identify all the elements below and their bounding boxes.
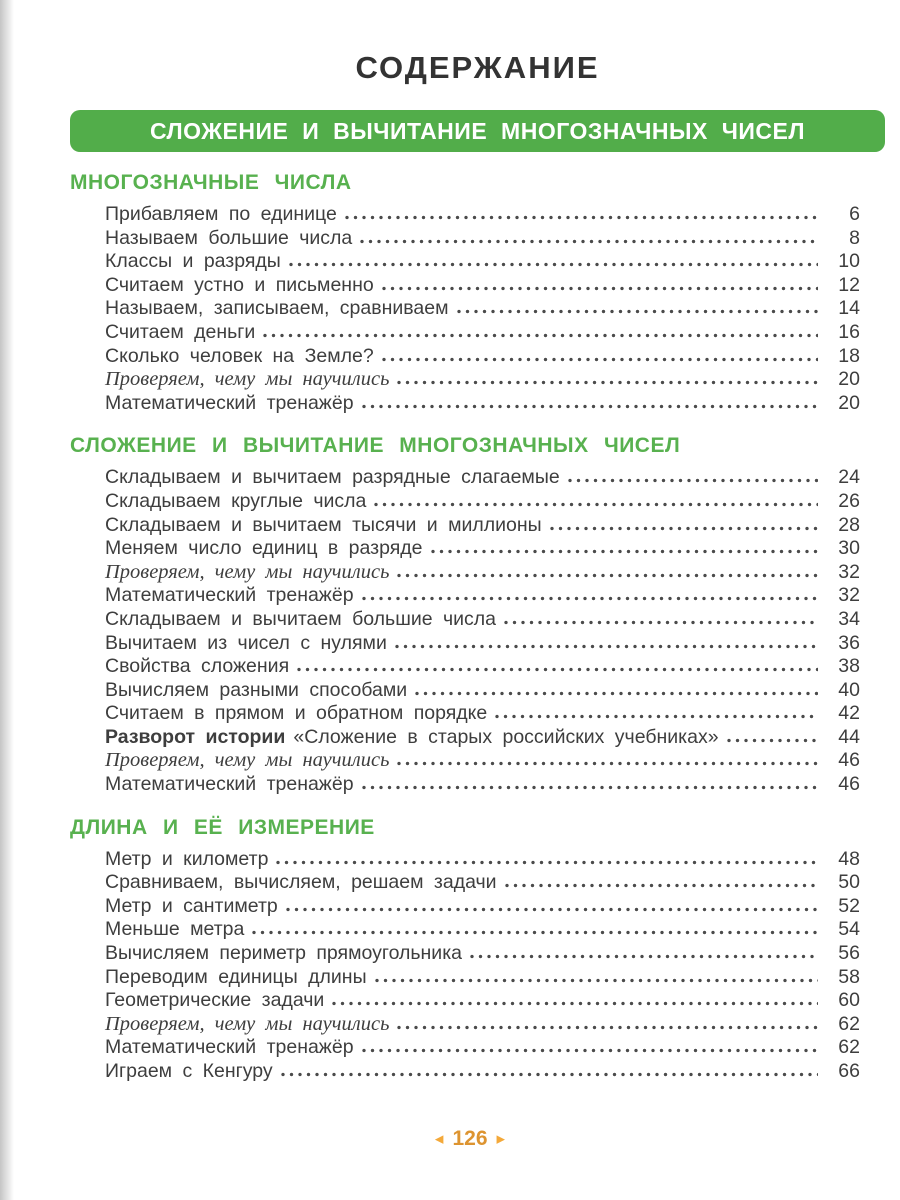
- chapter-banner-label: СЛОЖЕНИЕ И ВЫЧИТАНИЕ МНОГОЗНАЧНЫХ ЧИСЕЛ: [149, 117, 806, 144]
- toc-entry-page: 6: [849, 203, 860, 225]
- toc-entry-page: 58: [838, 965, 860, 988]
- toc-entry: [70, 227, 860, 251]
- dot-leader: [281, 1072, 818, 1077]
- dot-leader: [289, 262, 818, 267]
- toc-entry-title: Играем с Кенгуру: [105, 1060, 273, 1082]
- toc-entry-page: 36: [838, 631, 860, 654]
- toc-entry-title: Складываем и вычитаем тысячи и миллионы: [105, 513, 542, 536]
- prev-arrow-icon: ◂: [434, 1129, 444, 1148]
- toc-entry: [70, 1013, 860, 1037]
- toc-entry-page: 42: [838, 702, 860, 725]
- toc-entry-page: 52: [838, 894, 860, 917]
- dot-leader: [362, 1048, 818, 1053]
- toc-entry-title: Прибавляем по единице: [105, 203, 337, 225]
- dot-leader: [568, 478, 818, 483]
- toc-entry: [70, 392, 860, 416]
- toc-entry-page: 60: [838, 989, 860, 1012]
- toc-entry-page: 28: [838, 513, 860, 536]
- toc-sections: [70, 170, 860, 1084]
- toc-entry: [70, 848, 860, 872]
- toc-entry: [70, 773, 860, 797]
- toc-entry-title: Проверяем, чему мы научились: [105, 1012, 390, 1035]
- toc-entry-page: 56: [838, 942, 860, 965]
- toc-entry: [70, 608, 860, 632]
- section-heading: ДЛИНА И ЕЁ ИЗМЕРЕНИЕ: [70, 815, 375, 839]
- toc-entry: [70, 561, 860, 585]
- toc-entry-page: 12: [838, 273, 860, 296]
- toc-entry-page: 30: [838, 537, 860, 560]
- dot-leader: [332, 1001, 818, 1006]
- dot-leader: [374, 502, 818, 507]
- toc-entry: [70, 702, 860, 726]
- toc-entry-page: 8: [849, 226, 860, 249]
- toc-entry-title: Считаем устно и письменно: [105, 273, 374, 296]
- dot-leader: [362, 404, 818, 409]
- toc-section: [70, 815, 860, 1084]
- toc-entry: [70, 632, 860, 656]
- toc-entry-page: 40: [838, 678, 860, 701]
- toc-entry: [70, 1060, 860, 1084]
- dot-leader: [362, 596, 818, 601]
- toc-entry-page: 54: [838, 918, 860, 941]
- toc-entry: [70, 584, 860, 608]
- dot-leader: [395, 644, 818, 649]
- toc-entry-title: Называем, записываем, сравниваем: [105, 297, 449, 320]
- toc-entry-page: 20: [838, 368, 860, 391]
- toc-entry-title: Метр и километр: [105, 847, 269, 870]
- toc-entry-title: Сравниваем, вычисляем, решаем задачи: [105, 871, 497, 894]
- toc-entry-title: Математический тренажёр: [105, 391, 354, 414]
- toc-entry-page: 32: [838, 584, 860, 607]
- toc-entry-title: Математический тренажёр: [105, 773, 354, 796]
- toc-entry: [70, 918, 860, 942]
- toc-entry-page: 24: [838, 466, 860, 489]
- toc-entry: [70, 490, 860, 514]
- toc-entry-title: Называем большие числа: [105, 226, 353, 249]
- toc-entry-page: 46: [838, 773, 860, 796]
- toc-entry: [70, 726, 860, 750]
- toc-entry-page: 66: [838, 1060, 860, 1082]
- dot-leader: [382, 286, 818, 291]
- toc-entry: [70, 321, 860, 345]
- section-heading: МНОГОЗНАЧНЫЕ ЧИСЛА: [70, 171, 352, 194]
- toc-entry: [70, 466, 860, 490]
- section-heading: СЛОЖЕНИЕ И ВЫЧИТАНИЕ МНОГОЗНАЧНЫХ ЧИСЕЛ: [70, 434, 681, 458]
- toc-entry-page: 46: [838, 749, 860, 772]
- dot-leader: [431, 549, 819, 554]
- dot-leader: [375, 978, 818, 983]
- toc-entry: [70, 345, 860, 369]
- dot-leader: [505, 883, 818, 888]
- dot-leader: [252, 930, 818, 935]
- toc-entry-page: 62: [838, 1036, 860, 1059]
- toc-entry-page: 44: [838, 725, 860, 748]
- dot-leader: [297, 667, 818, 672]
- next-arrow-icon: ▸: [496, 1129, 506, 1148]
- toc-entry-page: 10: [838, 250, 860, 273]
- toc-section: [70, 433, 860, 796]
- toc-entry-title: Проверяем, чему мы научились: [105, 368, 390, 391]
- toc-entry-title: Считаем в прямом и обратном порядке: [105, 702, 488, 725]
- toc-entry: [70, 368, 860, 392]
- toc-entry: [70, 297, 860, 321]
- scan-shadow-edge: [0, 0, 14, 1200]
- toc-entry-page: 48: [838, 847, 860, 870]
- dot-leader: [457, 309, 818, 314]
- dot-leader: [397, 761, 818, 766]
- toc-entry-title: Свойства сложения: [105, 655, 290, 678]
- dot-leader: [470, 954, 818, 959]
- toc-entry-page: 26: [838, 489, 860, 512]
- toc-entry-title: Переводим единицы длины: [105, 965, 367, 988]
- toc-entry-title: Вычисляем разными способами: [105, 678, 408, 701]
- dot-leader: [397, 573, 818, 578]
- toc-entry: [70, 679, 860, 703]
- toc-entry-title: Метр и сантиметр: [105, 894, 278, 917]
- toc-entry-title: Меняем число единиц в разряде: [105, 537, 423, 560]
- dot-leader: [276, 860, 818, 865]
- dot-leader: [397, 1025, 818, 1030]
- toc-entry-title: Классы и разряды: [105, 250, 281, 273]
- toc-entry-title: Складываем и вычитаем разрядные слагаемые: [105, 466, 560, 489]
- toc-entry: [70, 942, 860, 966]
- dot-leader: [727, 738, 818, 743]
- toc-entry: [70, 655, 860, 679]
- toc-entry-title: Вычитаем из чисел с нулями: [105, 631, 387, 654]
- toc-entry-page: 20: [838, 391, 860, 414]
- toc-entry: [70, 514, 860, 538]
- dot-leader: [504, 620, 818, 625]
- toc-entry: [70, 871, 860, 895]
- page-title: СОДЕРЖАНИЕ: [355, 50, 600, 85]
- toc-entry: [70, 895, 860, 919]
- dot-leader: [263, 333, 818, 338]
- toc-entry: [70, 274, 860, 298]
- toc-entry-title: Математический тренажёр: [105, 1036, 354, 1059]
- toc-entry-title: Геометрические задачи: [105, 989, 325, 1012]
- toc-entry-title: Складываем и вычитаем большие числа: [105, 607, 497, 630]
- toc-entry-title: «Сложение в старых российских учебниках»: [293, 725, 719, 748]
- toc-entry-title: Складываем круглые числа: [105, 489, 367, 512]
- toc-entry: [70, 537, 860, 561]
- dot-leader: [550, 526, 818, 531]
- dot-leader: [495, 714, 818, 719]
- toc-entry-page: 14: [838, 297, 860, 320]
- dot-leader: [415, 691, 818, 696]
- toc-entry-bold-prefix: Разворот истории: [105, 725, 286, 748]
- page-footer: [40, 1128, 900, 1149]
- toc-entry-page: 34: [838, 607, 860, 630]
- toc-entry: [70, 989, 860, 1013]
- chapter-banner: [70, 110, 885, 152]
- toc-entry-page: 18: [838, 344, 860, 367]
- dot-leader: [345, 215, 818, 220]
- dot-leader: [362, 785, 818, 790]
- toc-entry: [70, 749, 860, 773]
- toc-entry-page: 32: [838, 560, 860, 583]
- toc-section: [70, 170, 860, 415]
- toc-entry-title: Вычисляем периметр прямоугольника: [105, 942, 463, 965]
- toc-entry-title: Считаем деньги: [105, 320, 256, 343]
- toc-entry: [70, 966, 860, 990]
- dot-leader: [286, 907, 818, 912]
- toc-entry-title: Меньше метра: [105, 918, 245, 941]
- toc-entry-title: Математический тренажёр: [105, 584, 354, 607]
- toc-entry: [70, 1036, 860, 1060]
- toc-entry-page: 62: [838, 1012, 860, 1035]
- dot-leader: [360, 239, 818, 244]
- dot-leader: [397, 380, 818, 385]
- dot-leader: [382, 357, 818, 362]
- toc-entry-page: 38: [838, 655, 860, 678]
- toc-entry-page: 16: [838, 320, 860, 343]
- toc-entry-title: Проверяем, чему мы научились: [105, 560, 390, 583]
- toc-entry: [70, 203, 860, 227]
- toc-entry-title: Сколько человек на Земле?: [105, 344, 374, 367]
- page-number: 126: [452, 1127, 488, 1150]
- toc-entry-title: Проверяем, чему мы научились: [105, 749, 390, 772]
- toc-entry-page: 50: [838, 871, 860, 894]
- toc-entry: [70, 250, 860, 274]
